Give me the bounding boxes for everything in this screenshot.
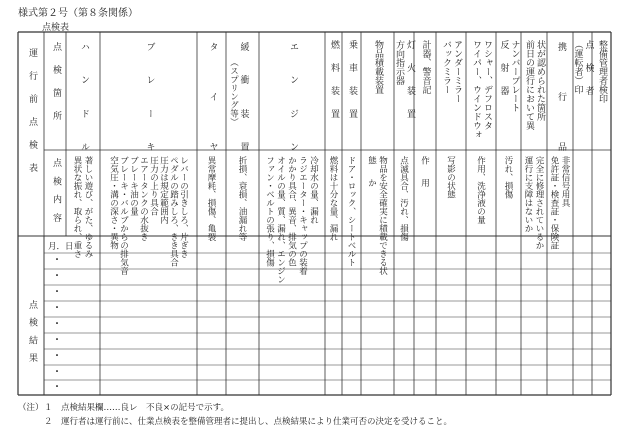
content-row-label: 点検内容	[51, 158, 61, 232]
column-content: 点滅具合、汚れ、損傷	[398, 156, 409, 241]
column-header-char: ブ	[144, 42, 155, 51]
column-header: アンダーミラー	[452, 40, 462, 103]
column-header: 乗車装置	[347, 40, 357, 132]
column-header: 燃料装置	[329, 40, 339, 132]
results-date-dot: ・	[52, 319, 62, 330]
column-header-char: エ	[288, 42, 298, 51]
column-header-char: 装	[238, 108, 249, 118]
column-content: 異状な振れ、取られ、重さ	[72, 156, 82, 258]
column-header-char: 置	[238, 142, 249, 151]
left-header: 運行前点検表	[27, 48, 37, 186]
column-header: 計器、警音記	[420, 40, 431, 94]
column-header: 状が認められた箇所	[535, 40, 545, 121]
results-date-label: 月．日	[48, 242, 74, 252]
column-header: ワイパー、ウインドウォ	[471, 40, 481, 139]
column-header: 方向指示器	[394, 40, 404, 85]
column-header-char: ン	[79, 75, 89, 85]
form-title: 様式第２号（第８条関係）	[18, 8, 138, 19]
column-content: 冷却水の量、漏れ	[308, 156, 319, 224]
column-header-sub: （スプリング等）	[228, 58, 239, 126]
results-label: 点検結果	[27, 300, 37, 371]
column-header-char: ハ	[79, 42, 89, 51]
column-header: 点検者	[583, 40, 594, 109]
column-header-char: ヤ	[207, 142, 218, 151]
note-item-1: １ 点検結果欄……良レ 不良×の記号で示す。	[44, 403, 229, 413]
column-content: 空気圧・溝の深さ・異物	[108, 156, 119, 250]
column-header: バックミラー	[441, 40, 451, 94]
column-header-char: ン	[288, 142, 298, 151]
results-date-dot: ・	[52, 287, 62, 298]
column-content: 異常摩耗、損傷、亀裂	[206, 156, 216, 241]
column-header: 灯火装置	[405, 40, 415, 132]
note-item-2: ２ 運行者は運行前に、仕業点検表を整備管理者に提出し、点検結果により仕業可否の決定を受けること。	[44, 417, 453, 427]
column-header-char: レ	[144, 75, 155, 85]
column-content: 作用、洗浄液の量	[475, 156, 486, 224]
column-content: ブレーキ油の量	[128, 156, 139, 216]
table-title: 点検表	[42, 23, 70, 33]
column-content: ラジエーター・キャップの装着	[297, 156, 308, 275]
column-header-char: タ	[207, 42, 218, 51]
column-content: 免許証・検査証・保険証	[549, 156, 559, 250]
column-header-char: 行	[556, 92, 566, 101]
column-header-char: 携	[556, 42, 566, 51]
results-date-dot: ・	[52, 255, 62, 266]
results-date-dot: ・	[52, 367, 62, 378]
column-header: 整備管理者検印	[597, 40, 607, 103]
results-date-dot: ・	[52, 303, 62, 314]
column-header-char: イ	[207, 92, 218, 101]
column-header: ワシャー、デフロスタ	[482, 40, 492, 130]
column-content: 非常信号用具	[560, 156, 570, 207]
results-date-dot: ・	[52, 351, 62, 362]
column-content: 折損、衰損、油漏れ等	[237, 156, 247, 241]
column-content: 燃料は十分な量、漏れ	[328, 156, 338, 241]
column-content: ドア・ロック、シートベルト	[346, 156, 356, 267]
results-date-dot: ・	[52, 271, 62, 282]
column-content: ブレーキ・バルブからの排気音	[118, 156, 129, 275]
column-content: 圧力は規定範囲内	[158, 156, 169, 224]
column-header-char: ド	[79, 108, 89, 118]
column-header-char: 緩	[238, 42, 249, 51]
column-content: エアータンクの水抜き	[138, 156, 149, 241]
column-content: 作用	[419, 156, 430, 201]
column-header: 反射器	[498, 40, 509, 109]
column-content: 物品を安全確実に積載できる状	[377, 156, 388, 275]
results-date-dot: ・	[52, 382, 62, 393]
column-header-char: ジ	[288, 108, 298, 118]
column-header: 前日の運行において異	[524, 40, 534, 130]
column-header: ナンバープレート	[509, 40, 520, 112]
note-prefix: （注）	[18, 403, 44, 413]
column-content: オイルの量、質、漏れ、エンジン	[275, 156, 286, 284]
results-date-dot: ・	[52, 335, 62, 346]
column-content: かかり具合、異音、排気の色	[286, 156, 297, 267]
column-content: レバーの引きしろ、片ぎき	[178, 156, 189, 258]
column-content: 完全に修理されているか	[534, 156, 544, 250]
column-content: 汚れ、損傷	[503, 156, 513, 199]
column-header: 物品積載装置	[373, 40, 383, 94]
column-header-char: 衝	[238, 75, 249, 85]
column-content: 写影の状態	[445, 156, 456, 199]
column-header-char: ン	[288, 75, 298, 85]
column-content: ファン・ベルトの張り、損傷	[264, 156, 275, 267]
header-row-label: 点検箇所	[51, 42, 61, 134]
column-header-char: キ	[144, 142, 155, 151]
column-header-char: 品	[556, 142, 566, 151]
column-header-char: ル	[79, 142, 89, 151]
column-content: 運行に支障はないか	[523, 156, 533, 233]
column-content: 圧力の上り具合	[148, 156, 159, 216]
column-header-char: ー	[144, 108, 155, 118]
column-content: 態か	[366, 156, 377, 201]
column-header: （運転者）印	[572, 40, 583, 94]
column-content: ペダルの踏みしろ、きき具合	[168, 156, 179, 267]
column-content: 著しい遊び、がた、ゆるみ	[83, 156, 93, 258]
